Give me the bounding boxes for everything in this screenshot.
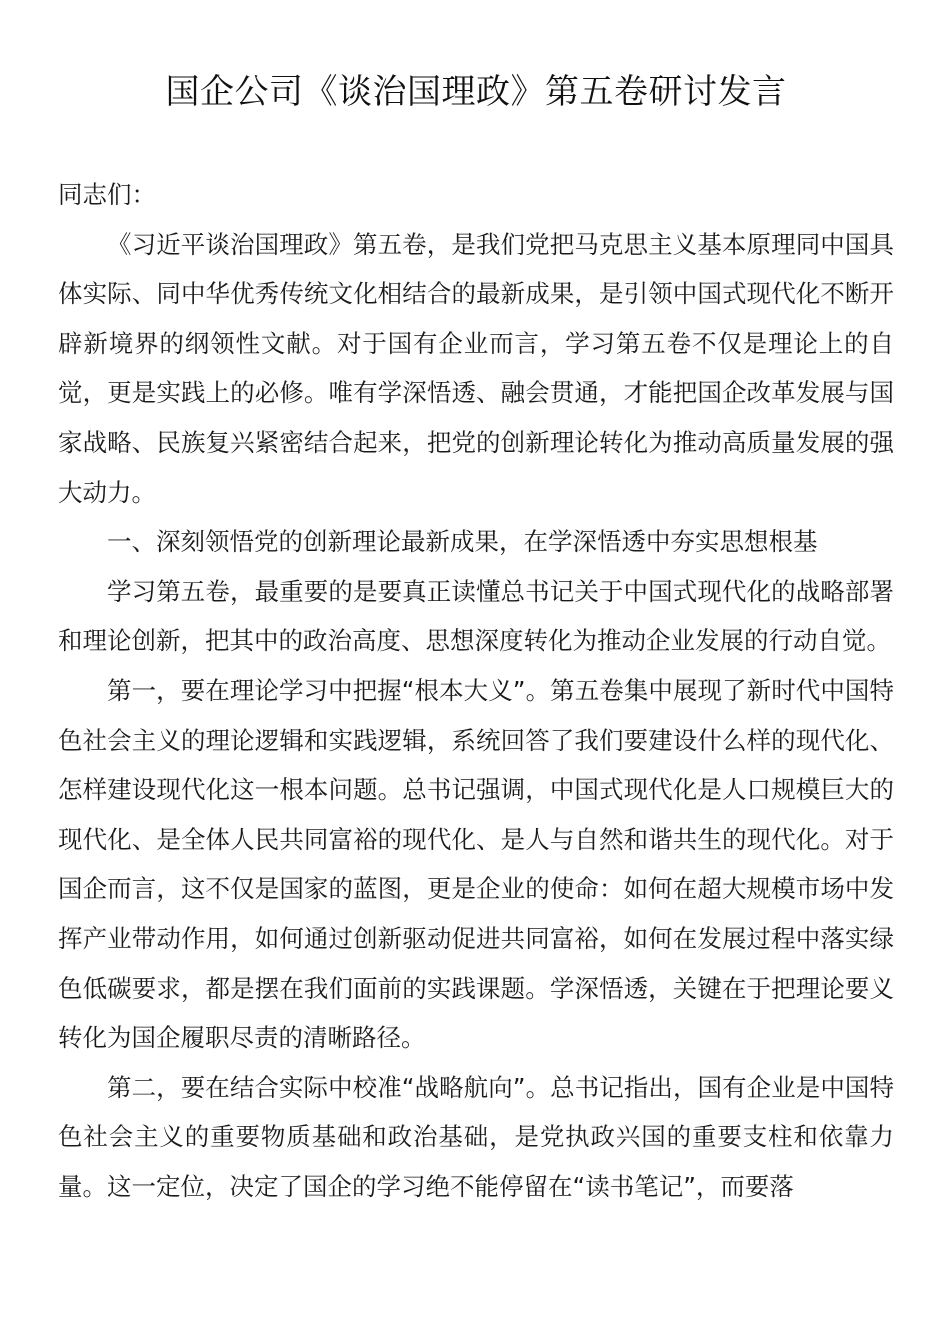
intro-paragraph: 《习近平谈治国理政》第五卷，是我们党把马克思主义基本原理同中国具体实际、同中华优秀传统文化相结合的最新成果，是引领中国式现代化不断开辟新境界的纲领性文献。对于国有企业而言，学习第五卷不仅是理论上的自觉，更是实践上的必修。唯有学深悟透、融会贯通，才能把国企改革发展与国家战略、民族复兴紧密结合起来，把党的创新理论转化为推动高质量发展的强大动力。: [58, 229, 894, 507]
document-page: [58, 0, 894, 1211]
point-2-paragraph: 第二，要在结合实际中校准“战略航向”。总书记指出，国有企业是中国特色社会主义的重要物质基础和政治基础，是党执政兴国的重要支柱和依靠力量。这一定位，决定了国企的学习绝不能停留在“读书笔记”，而要落: [58, 1072, 894, 1201]
salutation: 同志们：: [58, 180, 156, 209]
section-1-paragraph: 学习第五卷，最重要的是要真正读懂总书记关于中国式现代化的战略部署和理论创新，把其中的政治高度、思想深度转化为推动企业发展的行动自觉。: [58, 576, 894, 656]
section-heading-1: 一、深刻领悟党的创新理论最新成果，在学深悟透中夯实思想根基: [107, 527, 818, 557]
document-body: [58, 170, 894, 1211]
document-title: 国企公司《谈治国理政》第五卷研讨发言: [165, 72, 787, 112]
point-1-paragraph: 第一，要在理论学习中把握“根本大义”。第五卷集中展现了新时代中国特色社会主义的理论逻辑和实践逻辑，系统回答了我们要建设什么样的现代化、怎样建设现代化这一根本问题。总书记强调，中国式现代化是人口规模巨大的现代化、是全体人民共同富裕的现代化、是人与自然和谐共生的现代化。对于国企而言，这不仅是国家的蓝图，更是企业的使命：如何在超大规模市场中发挥产业带动作用，如何通过创新驱动促进共同富裕，如何在发展过程中落实绿色低碳要求，都是摆在我们面前的实践课题。学深悟透，关键在于把理论要义转化为国企履职尽责的清晰路径。: [58, 675, 894, 1053]
